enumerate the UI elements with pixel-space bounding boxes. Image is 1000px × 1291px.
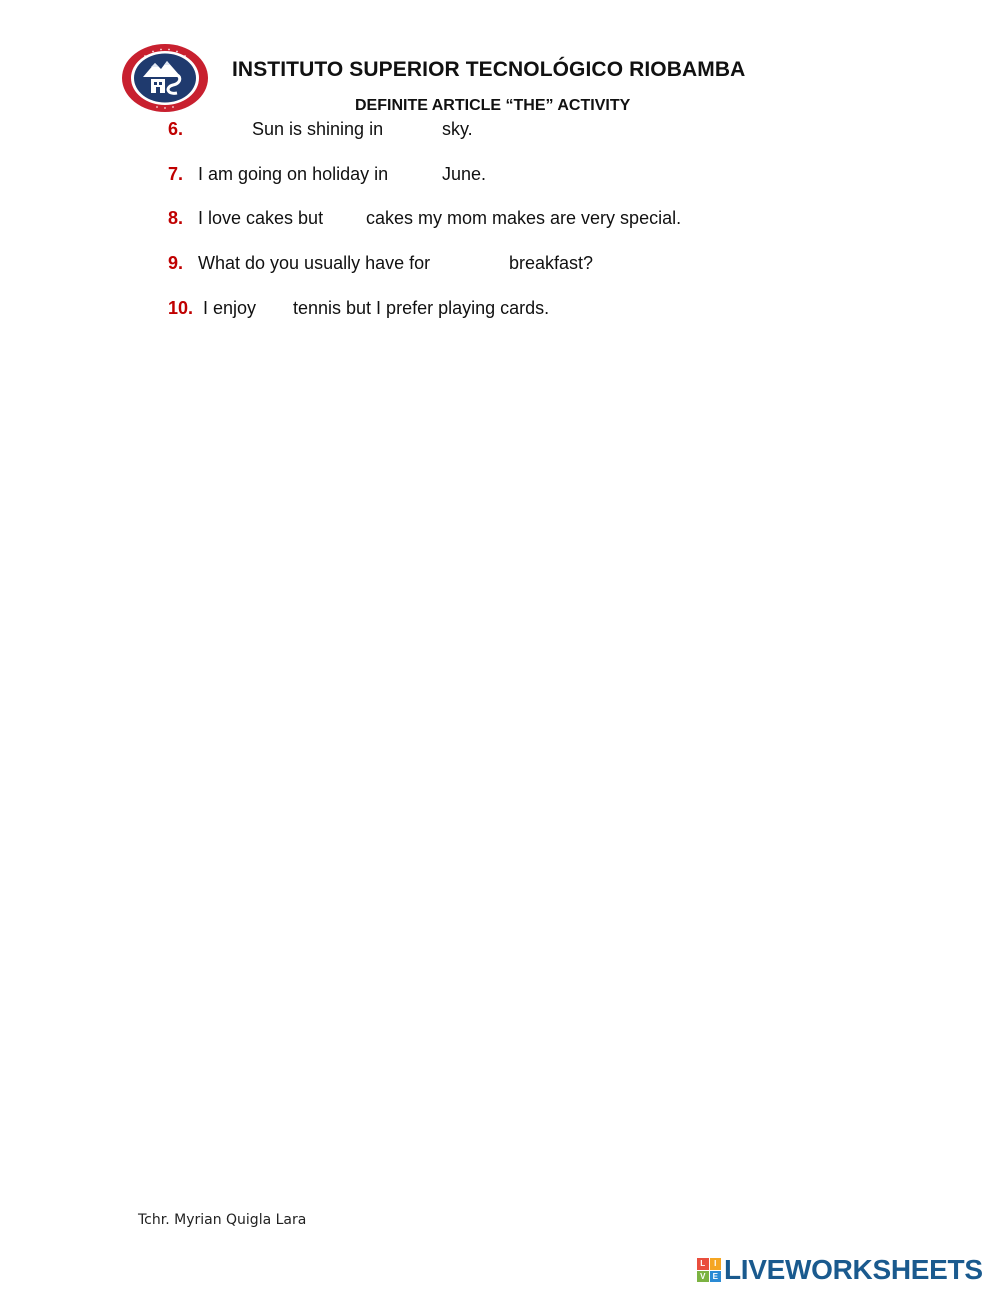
exercise-text: sky. bbox=[442, 119, 473, 139]
answer-blank[interactable] bbox=[336, 207, 364, 229]
institute-logo bbox=[121, 43, 209, 113]
institute-name: INSTITUTO SUPERIOR TECNOLÓGICO RIOBAMBA bbox=[232, 58, 746, 81]
exercise-number: 7. bbox=[168, 164, 184, 184]
exercise-text: cakes my mom makes are very special. bbox=[366, 208, 682, 228]
answer-blank[interactable] bbox=[396, 118, 440, 140]
exercise-text: I enjoy bbox=[203, 298, 257, 318]
exercise-text: breakfast? bbox=[509, 253, 594, 273]
exercise-text: What do you usually have for bbox=[198, 253, 431, 273]
answer-blank[interactable] bbox=[454, 252, 506, 274]
liveworksheets-mark-icon bbox=[697, 1258, 721, 1282]
mark-letter: V bbox=[697, 1271, 709, 1283]
liveworksheets-wordmark: LIVEWORKSHEETS bbox=[724, 1254, 983, 1285]
exercise-text: Sun is shining in bbox=[252, 119, 384, 139]
answer-blank[interactable] bbox=[264, 297, 290, 319]
exercise-number: 6. bbox=[168, 119, 184, 139]
answer-blank[interactable] bbox=[190, 118, 248, 140]
mark-letter: E bbox=[710, 1271, 722, 1283]
activity-title: DEFINITE ARTICLE “THE” ACTIVITY bbox=[355, 97, 631, 114]
answer-blank[interactable] bbox=[406, 163, 440, 185]
exercise-text: I am going on holiday in bbox=[198, 164, 389, 184]
exercise-text: June. bbox=[442, 164, 487, 184]
exercise-text: I love cakes but bbox=[198, 208, 324, 228]
teacher-name: Tchr. Myrian Quigla Lara bbox=[138, 1212, 307, 1228]
exercise-number: 10. bbox=[168, 298, 194, 318]
exercise-number: 8. bbox=[168, 208, 184, 228]
mark-letter: L bbox=[697, 1258, 709, 1270]
exercise-text: tennis but I prefer playing cards. bbox=[293, 298, 550, 318]
mark-letter: I bbox=[710, 1258, 722, 1270]
exercise-number: 9. bbox=[168, 253, 184, 273]
liveworksheets-logo[interactable] bbox=[697, 1256, 983, 1284]
